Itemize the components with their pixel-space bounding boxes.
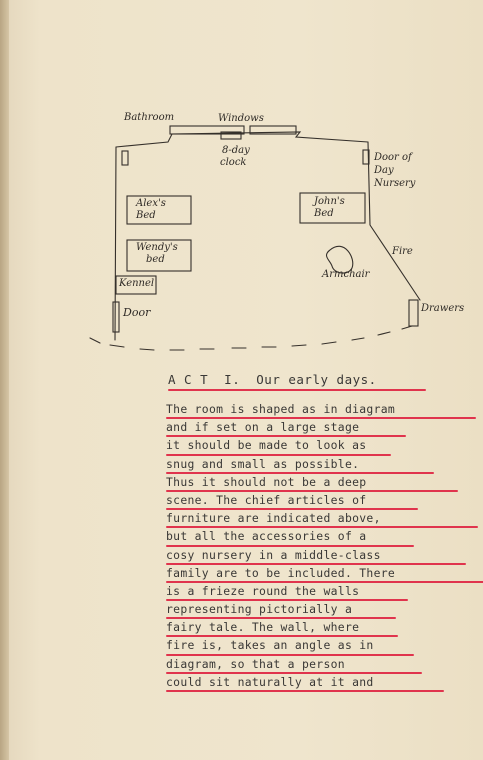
body-line — [166, 657, 481, 675]
body-line-text: is a frieze round the walls — [166, 583, 360, 598]
body-line-text: The room is shaped as in diagram — [166, 402, 396, 416]
body-line — [166, 584, 481, 602]
red-underline — [166, 472, 434, 474]
left-wall — [115, 147, 116, 340]
label-nursery-door-3: Nursery — [374, 178, 416, 189]
body-line-text: cosy nursery in a middle-class — [166, 547, 381, 562]
label-armchair: Armchair — [322, 269, 370, 280]
body-line-text: Thus it should not be a deep — [166, 474, 367, 489]
body-line-text: fairy tale. The wall, where — [166, 620, 360, 635]
body-line-text: but all the accessories of a — [166, 529, 367, 544]
left-wall-fixture — [122, 151, 128, 165]
red-underline — [166, 690, 444, 692]
red-underline — [166, 654, 414, 656]
label-john-bed-1: John's — [314, 196, 345, 207]
stage-front-line — [90, 326, 412, 350]
body-line-text: it should be made to look as — [166, 438, 367, 453]
red-underline — [166, 435, 406, 437]
red-underline — [166, 508, 418, 510]
label-alex-bed-2: Bed — [136, 210, 156, 221]
body-line — [166, 438, 481, 456]
body-line — [166, 638, 481, 656]
body-line-text: representing pictorially a — [166, 602, 353, 617]
body-line-text: scene. The chief articles of — [166, 492, 367, 507]
door-marker — [113, 302, 119, 332]
red-underline — [166, 617, 396, 619]
red-underline — [166, 563, 466, 565]
act-heading-underline — [168, 389, 426, 391]
red-underline — [166, 581, 483, 583]
body-line — [166, 675, 481, 693]
body-line — [166, 602, 481, 620]
label-clock-1: 8-day — [222, 145, 250, 156]
label-john-bed-2: Bed — [314, 208, 334, 219]
label-door: Door — [123, 306, 151, 319]
red-underline — [166, 672, 422, 674]
label-nursery-door-1: Door of — [374, 152, 412, 163]
red-underline — [166, 599, 408, 601]
stage-direction-text — [166, 402, 481, 693]
red-underline — [166, 635, 398, 637]
body-line — [166, 548, 481, 566]
red-underline — [166, 417, 476, 419]
red-underline — [166, 545, 414, 547]
body-line-text: diagram, so that a person — [166, 656, 345, 671]
label-clock-2: clock — [220, 157, 247, 168]
act-heading-text: A C T I. Our early days. — [168, 372, 377, 387]
body-line-text: family are to be included. There — [166, 565, 396, 580]
body-line — [166, 402, 481, 420]
red-underline — [166, 454, 391, 456]
label-wendy-bed-2: bed — [146, 254, 165, 265]
body-line-text: furniture are indicated above, — [166, 511, 381, 526]
body-line-text: and if set on a large stage — [166, 420, 360, 435]
body-line — [166, 475, 481, 493]
body-line — [166, 493, 481, 511]
body-line — [166, 420, 481, 438]
label-bathroom: Bathroom — [124, 112, 175, 123]
red-underline — [166, 526, 478, 528]
body-line-text: fire is, takes an angle as in — [166, 638, 374, 653]
label-fire: Fire — [392, 246, 413, 257]
act-heading — [168, 372, 377, 387]
label-drawers: Drawers — [421, 303, 465, 314]
body-line-text: could sit naturally at it and — [166, 674, 374, 689]
label-kennel: Kennel — [119, 278, 155, 289]
body-line — [166, 529, 481, 547]
label-alex-bed-1: Alex's — [136, 198, 166, 209]
label-windows: Windows — [218, 113, 264, 124]
body-line — [166, 620, 481, 638]
drawers-shape — [409, 300, 418, 326]
body-line-text: snug and small as possible. — [166, 456, 360, 471]
body-line — [166, 511, 481, 529]
label-nursery-door-2: Day — [374, 165, 394, 176]
label-wendy-bed-1: Wendy's — [136, 242, 178, 253]
body-line — [166, 457, 481, 475]
body-line — [166, 566, 481, 584]
red-underline — [166, 490, 458, 492]
